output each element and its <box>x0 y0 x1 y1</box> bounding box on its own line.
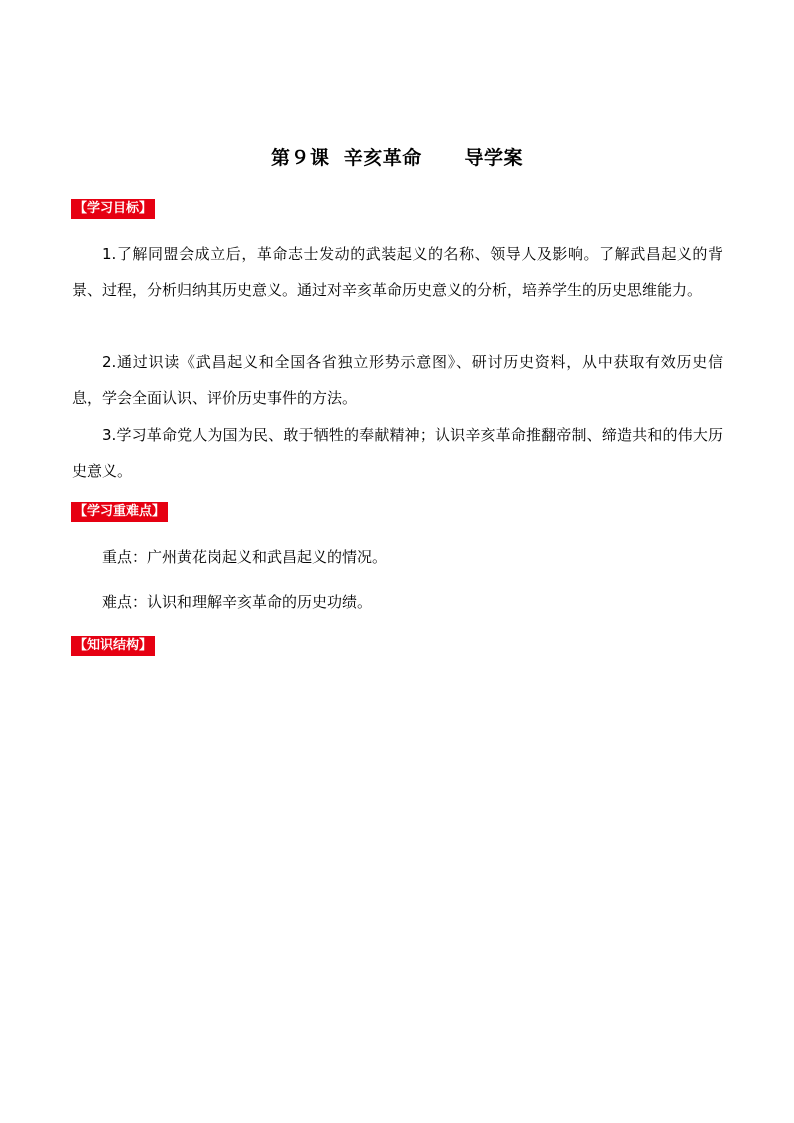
key-point-paragraph: 重点：广州黄花岗起义和武昌起义的情况。 <box>102 548 388 566</box>
section-heading-key-points: 【学习重难点】 <box>71 502 168 522</box>
document-title: 第９课 辛亥革命 导学案 <box>271 147 523 169</box>
section-heading-objectives: 【学习目标】 <box>71 199 155 219</box>
objective-paragraph-3: 3.学习革命党人为国为民、敢于牺牲的奉献精神；认识辛亥革命推翻帝制、缔造共和的伟大历史意义。 <box>72 426 723 480</box>
difficulty-paragraph: 难点：认识和理解辛亥革命的历史功绩。 <box>102 593 373 611</box>
objective-paragraph-1: 1.了解同盟会成立后，革命志士发动的武装起义的名称、领导人及影响。了解武昌起义的背景、过程，分析归纳其历史意义。通过对辛亥革命历史意义的分析，培养学生的历史思维能力。 <box>72 245 723 299</box>
section-heading-structure: 【知识结构】 <box>71 636 155 656</box>
objective-paragraph-2: 2.通过识读《武昌起义和全国各省独立形势示意图》、研讨历史资料，从中获取有效历史信息，学会全面认识、评价历史事件的方法。 <box>72 353 723 407</box>
